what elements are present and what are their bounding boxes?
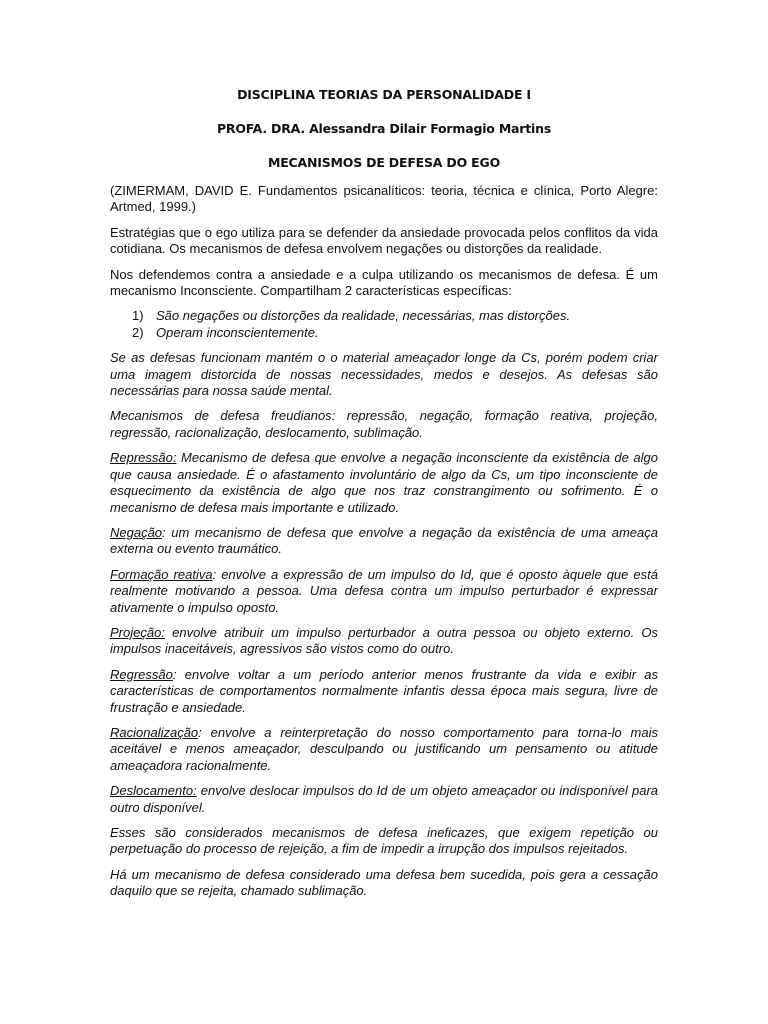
term-label: Projeção:	[110, 624, 165, 640]
term-label: Repressão:	[110, 450, 177, 466]
term-definition: : um mecanismo de defesa que envolve a negação da existência de uma ameaça externa ou evento traumático.	[110, 524, 658, 557]
sublimation-paragraph: Há um mecanismo de defesa considerado uma defesa bem sucedida, pois gera a cessação daquilo que se rejeita, chamado sublimação.	[110, 866, 658, 899]
defenses-paragraph: Se as defesas funcionam mantém o o material ameaçador longe da Cs, porém podem criar uma imagem distorcida de nossas necessidades, medos e desejos. As defesas são necessárias para nossa saúde mental.	[110, 350, 658, 399]
reference-paragraph: (ZIMERMAM, DAVID E. Fundamentos psicanalíticos: teoria, técnica e clínica, Porto Alegre: Artmed, 1999.)	[110, 183, 658, 215]
definition-repressao	[110, 450, 658, 516]
term-definition: envolve deslocar impulsos do Id de um objeto ameaçador ou indisponível para outro disponível.	[110, 783, 658, 815]
term-definition: envolve atribuir um impulso perturbador a outra pessoa ou objeto externo. Os impulsos inaceitáveis, agressivos são vistos como do outro.	[110, 624, 658, 657]
term-definition: : envolve voltar a um período anterior menos frustrante da vida e exibir as características de comportamentos normalmente infantis dessa época mais segura, livre de frustração e ansiedade.	[110, 666, 658, 715]
course-title: DISCIPLINA TEORIAS DA PERSONALIDADE I	[237, 87, 531, 102]
professor-name: PROFA. DRA. Alessandra Dilair Formagio Martins	[216, 121, 552, 136]
list-item	[132, 308, 658, 324]
term-label: Deslocamento:	[110, 783, 197, 799]
term-label: Negação	[110, 524, 163, 540]
definition-negacao	[110, 525, 658, 558]
term-definition: Mecanismo de defesa que envolve a negação inconsciente da existência de algo que causa ansiedade. É o afastamento involuntário de algo da Cs, um tipo inconsciente de esquecimento da existência de algo que nos traz constrangimento ou sofrimento. É o mecanismo de defesa mais importante e utilizado.	[110, 450, 658, 515]
list-number: 2)	[132, 324, 144, 340]
term-definition: : envolve a expressão de um impulso do Id, que é oposto àquele que está realmente motivando a pessoa. Uma defesa contra um impulso perturbador é expressar ativamente o impulso oposto.	[110, 566, 658, 615]
term-label: Racionalização	[110, 724, 199, 740]
ineffective-defenses-paragraph: Esses são considerados mecanismos de defesa ineficazes, que exigem repetição ou perpetuação do processo de rejeição, a fim de impedir a irrupção dos impulsos rejeitados.	[110, 825, 658, 857]
intro-paragraph: Estratégias que o ego utiliza para se defender da ansiedade provocada pelos conflitos da vida cotidiana. Os mecanismos de defesa envolvem negações ou distorções da realidade.	[110, 224, 658, 257]
characteristics-list	[110, 308, 658, 341]
document-title: MECANISMOS DE DEFESA DO EGO	[267, 155, 501, 170]
definition-formacao-reativa	[110, 567, 658, 616]
term-label: Formação reativa	[110, 566, 213, 582]
freudian-mechanisms-paragraph: Mecanismos de defesa freudianos: repressão, negação, formação reativa, projeção, regressão, racionalização, deslocamento, sublimação.	[110, 408, 658, 440]
definition-regressao	[110, 667, 658, 716]
term-label: Regressão	[110, 666, 173, 682]
mechanism-paragraph: Nos defendemos contra a ansiedade e a culpa utilizando os mecanismos de defesa. É um mecanismo Inconsciente. Compartilham 2 características específicas:	[110, 266, 658, 299]
definition-deslocamento	[110, 783, 658, 816]
term-definition: : envolve a reinterpretação do nosso comportamento para torna-lo mais aceitável e menos ameaçador, desculpando ou justificando um pensamento ou atitude ameaçadora racionalmente.	[110, 724, 658, 773]
list-text: São negações ou distorções da realidade, necessárias, mas distorções.	[156, 308, 571, 324]
list-number: 1)	[132, 308, 144, 324]
definition-projecao	[110, 625, 658, 658]
definition-racionalizacao	[110, 725, 658, 774]
list-text: Operam inconscientemente.	[156, 324, 319, 340]
list-item	[132, 325, 658, 341]
